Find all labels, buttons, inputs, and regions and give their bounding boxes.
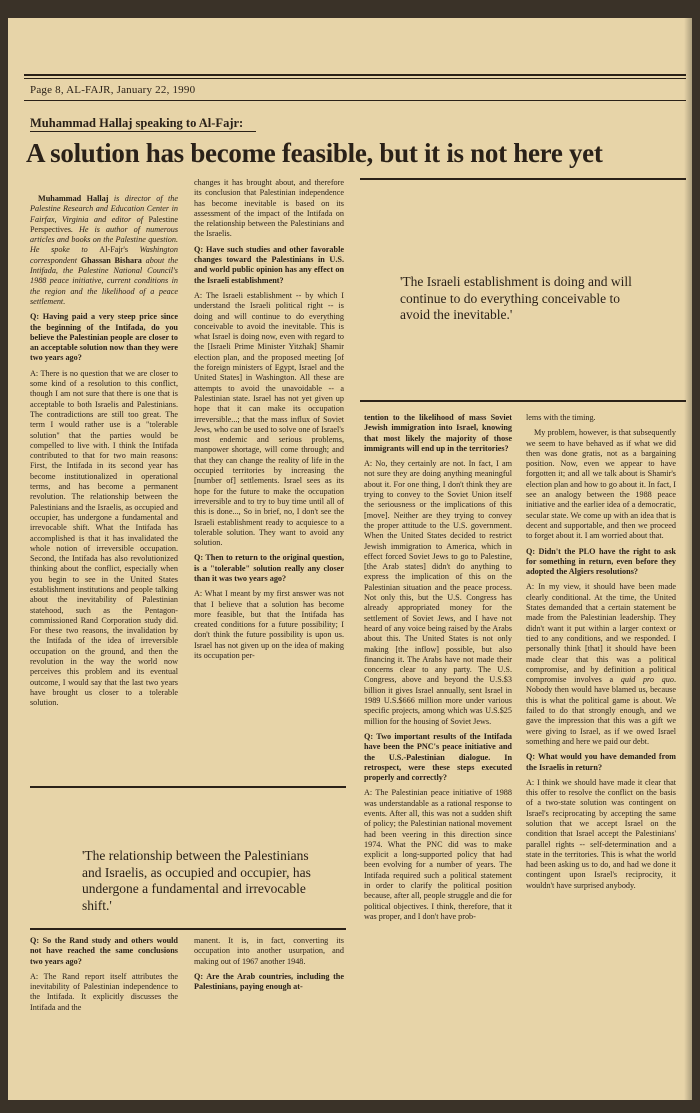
column-3 bbox=[364, 413, 512, 927]
question-8: Q: So the Rand study and others would not have reached the same conclusions two years ago? bbox=[30, 936, 178, 966]
newspaper-page bbox=[8, 18, 692, 1100]
page-edge-shadow bbox=[684, 18, 692, 1100]
pullquote-2-bottom-rule bbox=[30, 928, 346, 930]
pullquote-1-top-rule bbox=[360, 178, 686, 180]
question-7: Q: What would you have demanded from the Israelis in return? bbox=[526, 752, 676, 772]
question-4: tention to the likelihood of mass Soviet Jewish immigration into Israel, knowing that most likely the majority of those immigrants will end up in the territories? bbox=[364, 413, 512, 453]
column-2 bbox=[194, 178, 344, 666]
column-4 bbox=[526, 413, 676, 896]
question-2: Q: Have such studies and other favorable changes toward the Palestinians in U.S. and world public opinion has any effect on the Israeli establishment? bbox=[194, 244, 344, 285]
page-header: Page 8, AL-FAJR, January 22, 1990 bbox=[30, 84, 196, 96]
top-rule-thick bbox=[24, 74, 686, 76]
intro-name: Muhammad Hallaj bbox=[38, 194, 109, 203]
answer-continued-2: manent. It is, in fact, converting its occupation into another usurpation, and making out of 1967 another 1948. bbox=[194, 936, 344, 966]
answer-4: A: No, they certainly are not. In fact, I am not sure they are doing anything meaningful about it. For one thing, I don't think they are trying to convey to the Soviet Union itself the seriousness or the implications of this [move]. Neither are they trying to convey the proper attitude to the U.S. government. When the United States decided to restrict Jewish immigration to America, which in effect forced Soviet Jews to go to Palestine, [the Arab states] didn't do anything to express the implication of this on the Palestinian situation and the peace process. Not only this, but the U.S. Congress has already appropriated money for the settlement of Soviet Jews, and I have not heard of any voice being raised by the Arabs about this. The United States is not only making [the inflow] possible, but also financing it. The Arabs have not made their concerns clear to any party. The U.S. Congress, above and beyond the U.S.$3 billion it gives Israel annually, sent Israel in 1989 U.S.$666 million more under various specific projects, among which was U.S.$25 million for the housing of Soviet Jews. bbox=[364, 459, 512, 726]
column-1 bbox=[30, 194, 178, 714]
answer-2: A: The Israeli establishment -- by which I understand the Israeli political right -- is doing and will continue to do everything conceivable to avoid the inevitable. This is what Israel is doing now, even with regard to the [Israeli Prime Minister Yitzhak] Shamir election plan, and the proposed meeting [of the foreign ministers of Egypt, Israel and the United States] in Washington. All these are attempts to avoid the unavoidable -- a Palestinian state. Israel has not yet given up hope that it can make its occupation irreversible...; that the mass influx of Soviet Jews, who can be used to solve one of Israel's most endemic and serious problems, manpower shortage, will come through; and that they can change the reality of life in the occupied territories by increasing the [number of] settlements. Israel sees as its hope for the future to make the occupation irreversible and to try to buy time until all of this is done..., So in brief, no, I don't see the Israeli establishment ready to acquiesce to a tolerable solution. They want to avoid any solution. bbox=[194, 290, 344, 548]
headline: A solution has become feasible, but it is not here yet bbox=[26, 138, 603, 168]
answer-1: A: There is no question that we are closer to some kind of a resolution to this conflict, though I am not sure that there is one that is acceptable to both Israelis and Palestinians. The contradictions are still too great. The term I would rather use is a "tolerable solution" that the parties would be compelled to live with. I think the Intifada contributed to that for two main reasons: First, the Intifada in its second year has become institutionalized in operational terms, and has become a permanent revolution. The relationship between the Palestinians and the Israelis, as occupied and occupier, has undergone a fundamental and irrevocable shift. What the Intifada has accomplished is that it has invalidated the whole notion of irreversible occupation. Second, the Intifada has also revolutionized thinking about the conflict, especially when you begin to see in the United States establishment institutions and people talking about the inevitability of Palestinian statehood, such as the Pentagon-commissioned Rand Corporation study did. For these two reasons, the invalidation by the Intifada of the idea of irreversible occupation on the ground, and then the revolution in the way the world now perceives this problem and its eventual outcome, I would say that the last two years have brought us closer to a tolerable solution. bbox=[30, 368, 178, 708]
pullquote-2: 'The relationship between the Palestinians and Israelis, as occupied and occupier, has undergone a fundamental and irrevocable shift.' bbox=[82, 848, 311, 913]
question-3: Q: Then to return to the original question, is a "tolerable" solution really any closer than it was two years ago? bbox=[194, 553, 344, 583]
bottom-column-2 bbox=[194, 936, 344, 997]
answer-6: A: In my view, it should have been made clearly conditional. At the time, the United States demanded that a certain statement be made from the Palestinian leadership. They didn't want it put within a larger context or tied to any conditions, and we responded. I personally think [that] it should have been made clear that this was a political compromise, and by definition a political compromise involves a quid pro quo. Nobody then would have blamed us, because this is what the political game is about. We failed to do that strongly enough, and we gave the impression that this was a gift we were giving to Israel, as if we owed Israel something and here we paid our debt. bbox=[526, 582, 676, 746]
top-rule-thin bbox=[24, 78, 686, 79]
answer-8: A: The Rand report itself attributes the inevitability of Palestinian independence to the Intifada. It explicitly discusses the Intifada and the bbox=[30, 971, 178, 1012]
pullquote-1-bottom-rule bbox=[360, 400, 686, 402]
kicker: Muhammad Hallaj speaking to Al-Fajr: bbox=[30, 116, 244, 130]
question-6: Q: Didn't the PLO have the right to ask for something in return, even before they adopted the Algiers resolutions? bbox=[526, 546, 676, 577]
answer-7: A: I think we should have made it clear that this offer to resolve the conflict on the basis of a two-state solution was contingent on Israel's reciprocating by accepting the same solution that we accept Israel on the condition that Israel accept the Palestinians' parallel rights -- self-determination and a state in the territories. This is what the world had been asking us to do, and had we done it contingent upon Israel's reciprocity, it wouldn't have surprised anybody. bbox=[526, 777, 676, 890]
answer-5: A: The Palestinian peace initiative of 1988 was understandable as a rational response to events. After all, this was not a sudden shift of policy; the Palestinian national movement had been veering in this direction since 1974. What the PNC did was to make explicit a long-supported policy that had been evolving for a number of years. The Intifada required such a political statement in order to clarify the political position because, after all, people struggle and die for political objectives. I think, therefore, that it was proper, and I don't have prob- bbox=[364, 788, 512, 921]
kicker-underline bbox=[30, 131, 256, 132]
pullquote-1: 'The Israeli establishment is doing and will continue to do everything conceivable to avoid the inevitable.' bbox=[400, 274, 632, 322]
answer-continued: changes it has brought about, and therefore its conclusion that Palestinian independence has become inevitable is based on its assessment of the impact of the Intifada on the relationship between the Palestinians and the Israelis. bbox=[194, 178, 344, 239]
pullquote-2-top-rule bbox=[30, 786, 346, 788]
answer-3: A: What I meant by my first answer was not that I believe that a solution has become more feasible, but that the Intifada has created conditions for a future possibility; I don't think the future possibility is upon us. Israel has not given up on the idea of making its occupation per- bbox=[194, 589, 344, 661]
answer-5-continued: lems with the timing. bbox=[526, 413, 596, 422]
header-rule bbox=[24, 100, 686, 101]
answer-5-paragraph: My problem, however, is that subsequently we seem to have behaved as if what we did then was done gratis, not as a bargaining position. Now, even we appear to have forgotten it; and all we talk about is Shamir's election plan and how to go about it. In fact, I see an analogy between the 1988 peace initiative and the earlier idea of a democratic, secular state. We come up with an idea that is decent and supportable, and then we proceed to forget about it. I am worried about that. bbox=[526, 428, 676, 541]
question-1: Q: Having paid a very steep price since the beginning of the Intifada, do you believe the Palestinian people are closer to an acceptable solution now than they were two years ago? bbox=[30, 312, 178, 363]
question-9: Q: Are the Arab countries, including the Palestinians, paying enough at- bbox=[194, 971, 344, 992]
intro-paragraph: Muhammad Hallaj is director of the Palestine Research and Education Center in Fairfax, Virginia and editor of Palestine Perspectives. He is author of numerous articles and books on the Palestine question. He spoke to Al-Fajr's Washington correspondent Ghassan Bishara about the Intifada, the Palestine National Council's 1988 peace initiative, current conditions in the region and the likelihood of a peace settlement. bbox=[30, 194, 178, 306]
bottom-column-1 bbox=[30, 936, 178, 1018]
question-5: Q: Two important results of the Intifada have been the PNC's peace initiative and the U.S.-Palestinian dialogue. In retrospect, were these steps executed properly and correctly? bbox=[364, 731, 512, 783]
